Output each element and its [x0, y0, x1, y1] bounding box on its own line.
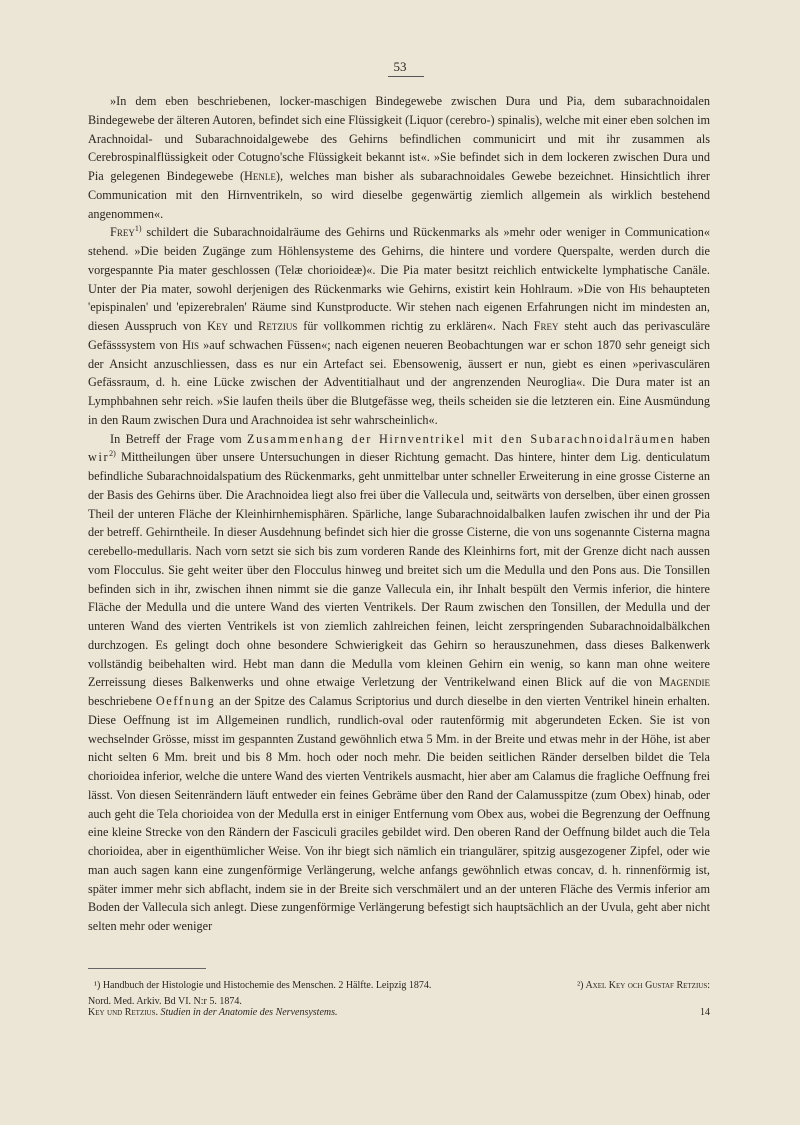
text-run: an der Spitze des Calamus Scriptorius und durch dieselbe in den vierten Ventrikel hinein erhalten. Diese Oeffnung ist im Allgemeinen rundlich, rundlich-oval oder rautenförmig mit abgerundeten Ecken. Sie ist von wechselnder Grösse, misst im gespannten Zustand gewöhnlich etwa 5 Mm. in der Breite und etwas mehr in der Höhe, ist aber nicht selten 6 Mm. breit und bis 8 Mm. hoch oder noch mehr. Die beiden seitlichen Ränder derselben bildet die Tela chorioidea inferior, welche die untere Wand des vierten Ventrikels ausmacht, hier aber am Calamus die fragliche Oeffnung frei lässt. Von diesen Seitenrändern läuft entweder ein feines Gebräme über den Rand der Calamusspitze (zum Obex) hinab, oder auch geht die Tela chorioidea von der Medulla erst in einiger Entfernung vom Obex aus, wobei die Begrenzung der Oeffnung eine kleine Strecke von den Rändern der Fasciculi graciles gebildet wird. Den oberen Rand der Oeffnung bildet auch die Tela chorioidea, aber in eigenthümlicher Weise. Von ihr biegt sich nämlich ein triangulärer, spitzig ausgezogener Zipfel, oder wie man auch sagen kann eine zungenförmige Verlängerung, welche anfangs gewöhnlich etwas concav, d. h. rinnenförmig ist, später immer mehr sich abflacht, indem sie in der Breite sich verschmälert und an der unteren Fläche des Vermis inferior am Boden der Vallecula sich anlegt. Diese zungenförmige Verlängerung befestigt sich hauptsächlich an der Uvula, geht aber nicht selten mehr oder weniger — [88, 694, 710, 933]
page-number-rule — [388, 76, 424, 77]
author-name: His — [182, 337, 199, 352]
text-run: schildert die Subarachnoidalräume des Gehirns und Rückenmarks als »mehr oder weniger in Communication« stehend. »Die beiden Zugänge zum Höhlensysteme des Gehirns, die hintere und vordere Querspalte, werden durch die vorgespannte Pia mater geschlossen (Telæ chorioideæ)«. Die Pia mater besitzt reichlich entwickelte lymphatische Canäle. Unter der Pia mater, sowohl derjenigen des Rückenmarks wie Gehirns, existirt kein Hohlraum. »Die von — [88, 225, 710, 296]
footnote-2-continuation: Nord. Med. Arkiv. Bd VI. N:r 5. 1874. — [88, 996, 242, 1007]
paragraph — [88, 223, 710, 429]
spaced-text: Zusammenhang der Hirnventrikel mit den Subarachnoidalräumen — [247, 431, 676, 446]
author-name: His — [629, 281, 647, 296]
spaced-text: Oeffnung — [155, 694, 216, 708]
author-name: Key — [207, 319, 228, 333]
footnote-1: ¹) Handbuch der Histologie und Histochemie des Menschen. 2 Hälfte. Leipzig 1874. — [94, 980, 432, 991]
text-run: steht auch das perivasculäre Gefässsystem von — [88, 319, 710, 352]
signature-text — [88, 1007, 338, 1018]
text-run: für vollkommen richtig zu erklären«. Nach — [297, 319, 534, 333]
text-run: »auf schwachen Füssen«; nach eigenen neueren Beobachtungen war er schon 1870 sehr geneigt sich der Ansicht anzuschliessen, dass es nur ein Artefact sei. Ebensowenig, äussert er nun, giebt es einen »perivasculären Gefässraum, d. h. eine Lücke zwischen der Adventitialhaut und der angrenzenden Neuroglia«. Die Dura mater ist an Lymphbahnen sehr reich. »Sie laufen theils über die Blutgefässe weg, theils scheiden sie die letzteren ein. Eine Ausmündung in den Raum zwischen Dura und Arachnoidea ist sehr wahrscheinlich«. — [88, 337, 710, 427]
footnote-marker: 2) — [109, 449, 116, 459]
author-name: Retzius — [258, 319, 298, 333]
author-name: Magendie — [659, 675, 710, 690]
text-run: behaupteten 'epispinalen' und 'epizerebralen' Räume sind Kunstproducte. Wir stehen nach eigenen Erfahrungen nicht im mindesten an, diesen Ausspruch von — [88, 281, 710, 333]
text-run: Mittheilungen über unsere Untersuchungen in dieser Richtung gemacht. Das hintere, hinter dem Lig. denticulatum befindliche Subarachnoidalspatium des Rückenmarks, geht unmittelbar unter schneller Erweiterung in eine grosse Cisterne an der Basis des Gehirns über. Die Arachnoidea liegt also frei über die Vallecula und, seitwärts von derselben, über einen grossen Theil der unteren Fläche der Kleinhirnhemisphären. Spärliche, lange Subarachnoidalbalken laufen zwischen ihr und der Pia der betreff. Gehirntheile. In dieser Ausdehnung befindet sich hier die grosse Cisterne, die von uns sogenannte Cisterna magna cerebello-medullaris. Nach vorn setzt sie sich bis zum vorderen Rande des Kleinhirns fort, mit der Grenze dicht nach aussen vom Flocculus. Sie geht weiter über den Flocculus hinweg und breitet sich um die Medulla und den Pons aus. Die Tonsillen befinden sich in ihr, zwischen ihnen nimmt sie die ganze Vallecula ein, ihr Inhalt bespült den Vermis inferior, die hintere Fläche der Medulla und die untere Wand des vierten Ventrikels. Der Raum zwischen den Tonsillen, der Medulla und der unteren Wand des vierten Ventrikels ist von ziemlich zahlreichen feinen, leicht zerspringenden Subarachnoidalbälkchen durchzogen. Es gelingt doch ohne besondere Schwierigkeit das Gehirn so herauszunehmen, dass dieses Balkenwerk vollständig beibehalten wird. Hebt man dann die Medulla vom kleinen Gehirn ein wenig, so kann man ohne weitere Zerreissung dieses Balkenwerks und ohne etwaige Verletzung der Ventrikelwand einen Blick auf die von — [88, 450, 710, 690]
signature-line — [88, 1007, 710, 1018]
spaced-text: wir — [88, 450, 110, 465]
signature-authors: Key und Retzius. — [88, 1007, 158, 1018]
footnote-2: ²) Axel Key och Gustaf Retzius: — [577, 980, 710, 991]
page-number: 53 — [393, 59, 407, 74]
text-run: haben — [675, 431, 711, 446]
text-run: »In dem eben beschriebenen, locker-maschigen Bindegewebe zwischen Dura und Pia, dem subarachnoidalen Bindegewebe der älteren Autoren, befindet sich eine Flüssigkeit (Liquor (cerebro-) spinalis), welche mit einer eben solchen im Arachnoidal- und Subarachnoidalgewebe des Gehirns befindlichen communicirt und mit ihr zusammen als Cerebrospinalflüssigkeit oder Cotugno'sche Flüssigkeit bekannt ist«. »Sie befindet sich in dem lockeren zwischen Dura und Pia gelegenen Bindegewebe ( — [88, 94, 710, 183]
text-run: ), welches man bisher als subarachnoidales Gewebe bezeichnet. Hinsichtlich ihrer Communication mit den Hirnventrikeln, so wird dieselbe gegenwärtig ziemlich allgemein als wirklich bestehend angenommen«. — [88, 169, 710, 221]
text-run: In Betreff der Frage vom — [110, 431, 248, 446]
body-text — [88, 92, 710, 936]
footnotes — [88, 978, 710, 1010]
text-run: beschriebene — [88, 694, 156, 708]
footnote-marker: 1) — [134, 224, 142, 234]
footnote-row — [88, 978, 710, 994]
signature-title: Studien in der Anatomie des Nervensystems. — [160, 1007, 338, 1018]
footnote-rule — [88, 968, 206, 969]
author-name: Frey — [533, 319, 559, 333]
author-name: Frey — [110, 225, 135, 240]
paragraph — [88, 92, 710, 223]
author-name: Henle — [244, 169, 276, 183]
text-run: und — [227, 319, 259, 333]
paragraph — [88, 430, 710, 936]
sheet-number: 14 — [700, 1007, 710, 1018]
